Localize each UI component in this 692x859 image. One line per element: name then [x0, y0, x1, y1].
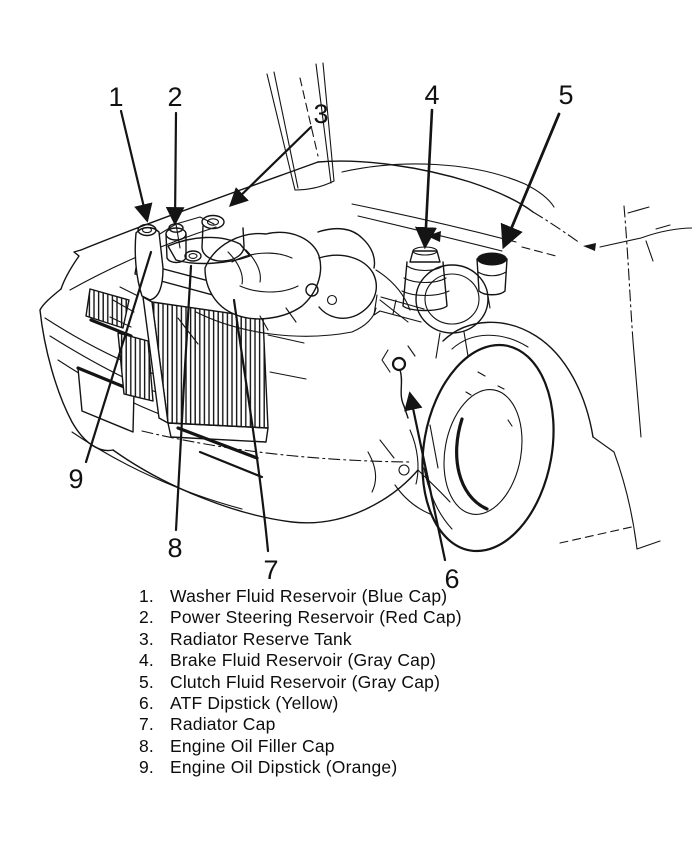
legend-item-label: Brake Fluid Reservoir (Gray Cap)	[170, 650, 437, 671]
legend-item-label: Radiator Cap	[170, 714, 276, 735]
cowl-curve	[318, 161, 533, 212]
wiper-arm-left	[267, 72, 298, 190]
vent-dash	[522, 247, 556, 256]
callout-6-leader	[410, 394, 445, 560]
legend-item-number: 6.	[139, 692, 154, 713]
hood-corner	[61, 250, 81, 289]
front-wheel	[407, 322, 660, 561]
legend-item	[130, 736, 462, 757]
callout-2-leader	[175, 113, 176, 223]
callout-4-leader	[425, 110, 432, 246]
legend-item	[130, 586, 462, 607]
clutch-reservoir-cap	[477, 253, 507, 266]
legend-item	[130, 672, 462, 693]
tire-scuffs	[466, 372, 512, 426]
legend-item	[130, 607, 462, 628]
legend-item	[130, 629, 462, 650]
hub-arc	[457, 419, 487, 509]
booster-mount	[436, 332, 468, 358]
legend-item-label: Radiator Reserve Tank	[170, 628, 352, 649]
callout-2-number: 2	[167, 82, 183, 112]
legend	[130, 586, 462, 779]
legend-item-number: 1.	[139, 586, 154, 606]
legend-item	[130, 714, 462, 735]
suspension-detail	[368, 425, 452, 529]
intake-plenum	[205, 232, 321, 318]
callouts	[68, 80, 573, 594]
engine-right-lobe	[319, 255, 376, 318]
callout-4-number: 4	[424, 80, 440, 110]
fender-top-right	[600, 228, 692, 261]
rocker-edge	[593, 437, 660, 549]
callout-3-leader	[231, 127, 311, 205]
legend-item	[130, 693, 462, 714]
a-pillar-dashdot	[624, 206, 633, 341]
callout-2	[167, 82, 182, 223]
tie-rod-end	[399, 465, 409, 475]
wheel-rim	[435, 383, 532, 520]
cowl-arrow	[583, 243, 596, 251]
brake-reservoir-rings	[402, 266, 449, 296]
legend-item-label: Engine Oil Dipstick (Orange)	[170, 757, 398, 778]
legend-item-label: Clutch Fluid Reservoir (Gray Cap)	[170, 671, 441, 692]
upper-hose	[318, 229, 375, 268]
legend-item-number: 5.	[139, 671, 154, 692]
tire	[407, 334, 569, 561]
legend-item-number: 3.	[139, 628, 154, 649]
cowl-vents	[352, 204, 556, 256]
callout-1	[108, 82, 147, 220]
callout-1-leader	[121, 111, 147, 220]
a-pillar-lower	[633, 341, 641, 437]
ps-reservoir-top	[166, 228, 186, 240]
legend-item-number: 7.	[139, 714, 154, 735]
legend-item-number: 4.	[139, 650, 154, 671]
callout-3-number: 3	[313, 99, 329, 129]
rocker-dash	[560, 526, 636, 543]
fan-shroud-lines	[268, 335, 306, 379]
callout-6-number: 6	[444, 564, 460, 594]
atf-dipstick-ring	[393, 358, 405, 370]
wiper-base	[295, 181, 334, 190]
oil-filler-cap	[185, 251, 201, 261]
callout-7-number: 7	[263, 555, 279, 585]
suspension-lines	[368, 425, 452, 529]
legend-item-label: Power Steering Reservoir (Red Cap)	[170, 607, 462, 628]
atf-dipstick-stem	[400, 370, 408, 418]
callout-5-leader	[504, 114, 559, 246]
callout-5-number: 5	[558, 80, 574, 110]
legend-item-number: 2.	[139, 607, 154, 628]
callout-3	[231, 99, 329, 205]
legend-item-label: ATF Dipstick (Yellow)	[170, 692, 339, 713]
cowl-dashdot	[533, 212, 580, 243]
reserve-tank-cap	[202, 216, 224, 229]
clutch-reservoir-ring	[478, 272, 506, 276]
bumper-accent-1	[178, 428, 257, 458]
legend-item-label: Engine Oil Filler Cap	[170, 735, 335, 756]
atf-dipstick	[382, 346, 415, 418]
callout-5	[504, 80, 574, 246]
callout-1-number: 1	[108, 82, 124, 112]
legend-item-number: 9.	[139, 757, 154, 778]
callout-9-number: 9	[68, 464, 84, 494]
oil-filler-cap-inner	[189, 254, 197, 259]
engine-pulley-2	[328, 296, 337, 305]
legend-item-number: 8.	[139, 735, 154, 756]
mirror-marks	[628, 207, 670, 229]
car-line-art	[40, 63, 692, 562]
brake-cluster	[374, 247, 507, 358]
callout-8-number: 8	[167, 533, 183, 563]
legend-item-label: Washer Fluid Reservoir (Blue Cap)	[170, 586, 448, 606]
legend-item	[130, 757, 462, 778]
legend-item	[130, 650, 462, 671]
